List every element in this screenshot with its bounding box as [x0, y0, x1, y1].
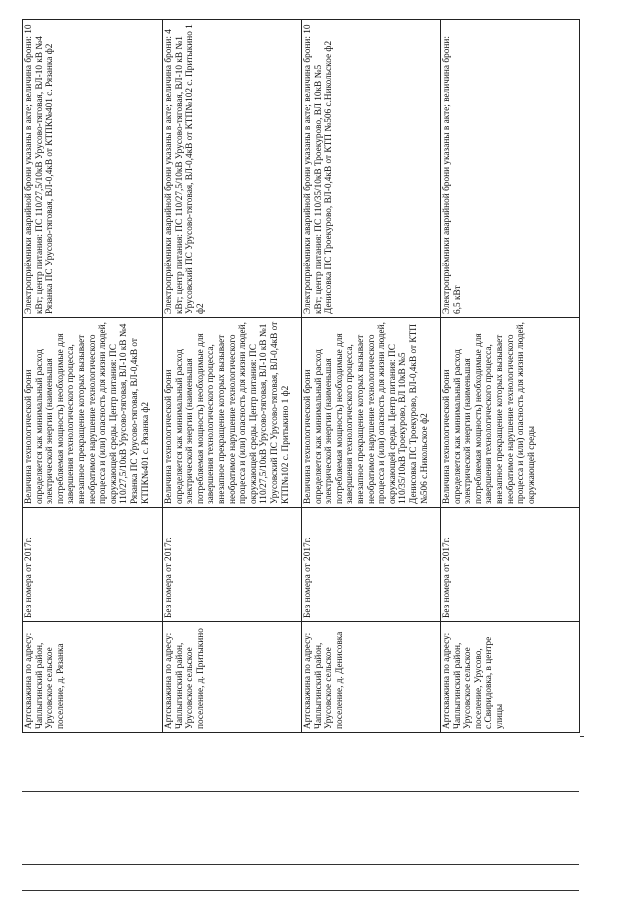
description-cell: Величина технологической брони определяется как минимальный расход электрической энергии (наименьшая потребляемая мощность) необходимые для завершения технологического процесса, внезапное прекращение которых вызывает необратимое нарушение технологического процесса и (или) опасность для жизни людей, окружающей среды. Центр питания: ПС 110/27,5/10кВ Урусово-тяговая, ВЛ-10 кВ №1 Урусовский ПС Урусово-тяговая, ВЛ-0,4кВ от КТП№102 с. Притыкино 1 ф2 [163, 318, 302, 508]
location-cell: Артскважина по адресу: Чаплыгинский район, Урусовское сельское поселение, д. Притыкино [163, 622, 302, 733]
separator-line [580, 736, 584, 737]
table-row [441, 20, 580, 733]
description-cell: Величина технологической брони определяется как минимальный расход электрической энергии (наименьшая потребляемая мощность) необходимые для завершения технологического процесса, внезапное прекращение которых вызывает необратимое нарушение технологического процесса и (или) опасность для жизни людей, окружающей среды. Центр питания: ПС 110/27,5/10кВ Урусово-тяговая, ВЛ-10 кВ №4 Рязанка ПС Урусово-тяговая, ВЛ-0,4кВ от КТПК№401 с. Рязанка ф2 [23, 318, 163, 508]
act-cell: Без номера от 2017г. [23, 508, 163, 622]
backup-power-table [22, 19, 580, 733]
location-cell: Артскважина по адресу: Чаплыгинский район, Урусовское сельское поселение, Урусово, с.Свиридовка, в центре улицы [441, 622, 580, 733]
separator-line [22, 864, 579, 865]
description-cell: Величина технологической брони определяется как минимальный расход электрической энергии (наименьшая потребляемая мощность) необходимые для завершения технологического процесса, внезапное прекращение которых вызывает необратимое нарушение технологического процесса и (или) опасность для жизни людей, окружающей среды. Центр питания: ПС 110/35/10кВ Троекурово, ВЛ 10кВ №5 Денисовка ПС Троекурово, ВЛ-0,4кВ от КТП №506 с.Никольское ф2 [302, 318, 441, 508]
location-cell: Артскважина по адресу: Чаплыгинский район, Урусовское сельское поселение, д. Денисовка [302, 622, 441, 733]
electro-cell: Электроприёмники аварийной брони указаны в акте; величина брони: 4 кВт; центр питания: ПС 110/27,5/10кВ Урусово-тяговая, ВЛ-10 кВ №1 Урусовский ПС Урусово-тяговая, ВЛ-0,4кВ от КТП№102 с. Притыкино 1 ф2 [163, 20, 302, 318]
table-row [302, 20, 441, 733]
electro-cell: Электроприёмники аварийной брони указаны в акте; величина брони: 10 кВт; центр питания: ПС 110/35/10кВ Троекурово, ВЛ 10кВ №5 Денисовка ПС Троекурово, ВЛ-0,4кВ от КТП №506 с.Никольское ф2 [302, 20, 441, 318]
table-row [23, 20, 163, 733]
act-cell: Без номера от 2017г. [302, 508, 441, 622]
electro-cell: Электроприёмники аварийной брони указаны в акте; величина брони: 10 кВт; центр питания: ПС 110/27,5/10кВ Урусово-тяговая, ВЛ-10 кВ №4 Рязанка ПС Урусово-тяговая, ВЛ-0,4кВ от КТПК№401 с. Рязанка ф2 [23, 20, 163, 318]
separator-line [22, 890, 579, 891]
location-cell: Артскважина по адресу: Чаплыгинский район, Урусовское сельское поселение, д. Рязанка [23, 622, 163, 733]
separator-line [22, 791, 579, 792]
act-cell: Без номера от 2017г. [163, 508, 302, 622]
description-cell: Величина технологической брони определяется как минимальный расход электрической энергии (наименьшая потребляемая мощность) необходимые для завершения технологического процесса, внезапное прекращение которых вызывает необратимое нарушение технологического процесса и (или) опасность для жизни людей, окружающей среды [441, 318, 580, 508]
act-cell: Без номера от 2017г. [441, 508, 580, 622]
table-row [163, 20, 302, 733]
electro-cell: Электроприёмники аварийной брони указаны в акте; величина брони: 6,5 кВт [441, 20, 580, 318]
